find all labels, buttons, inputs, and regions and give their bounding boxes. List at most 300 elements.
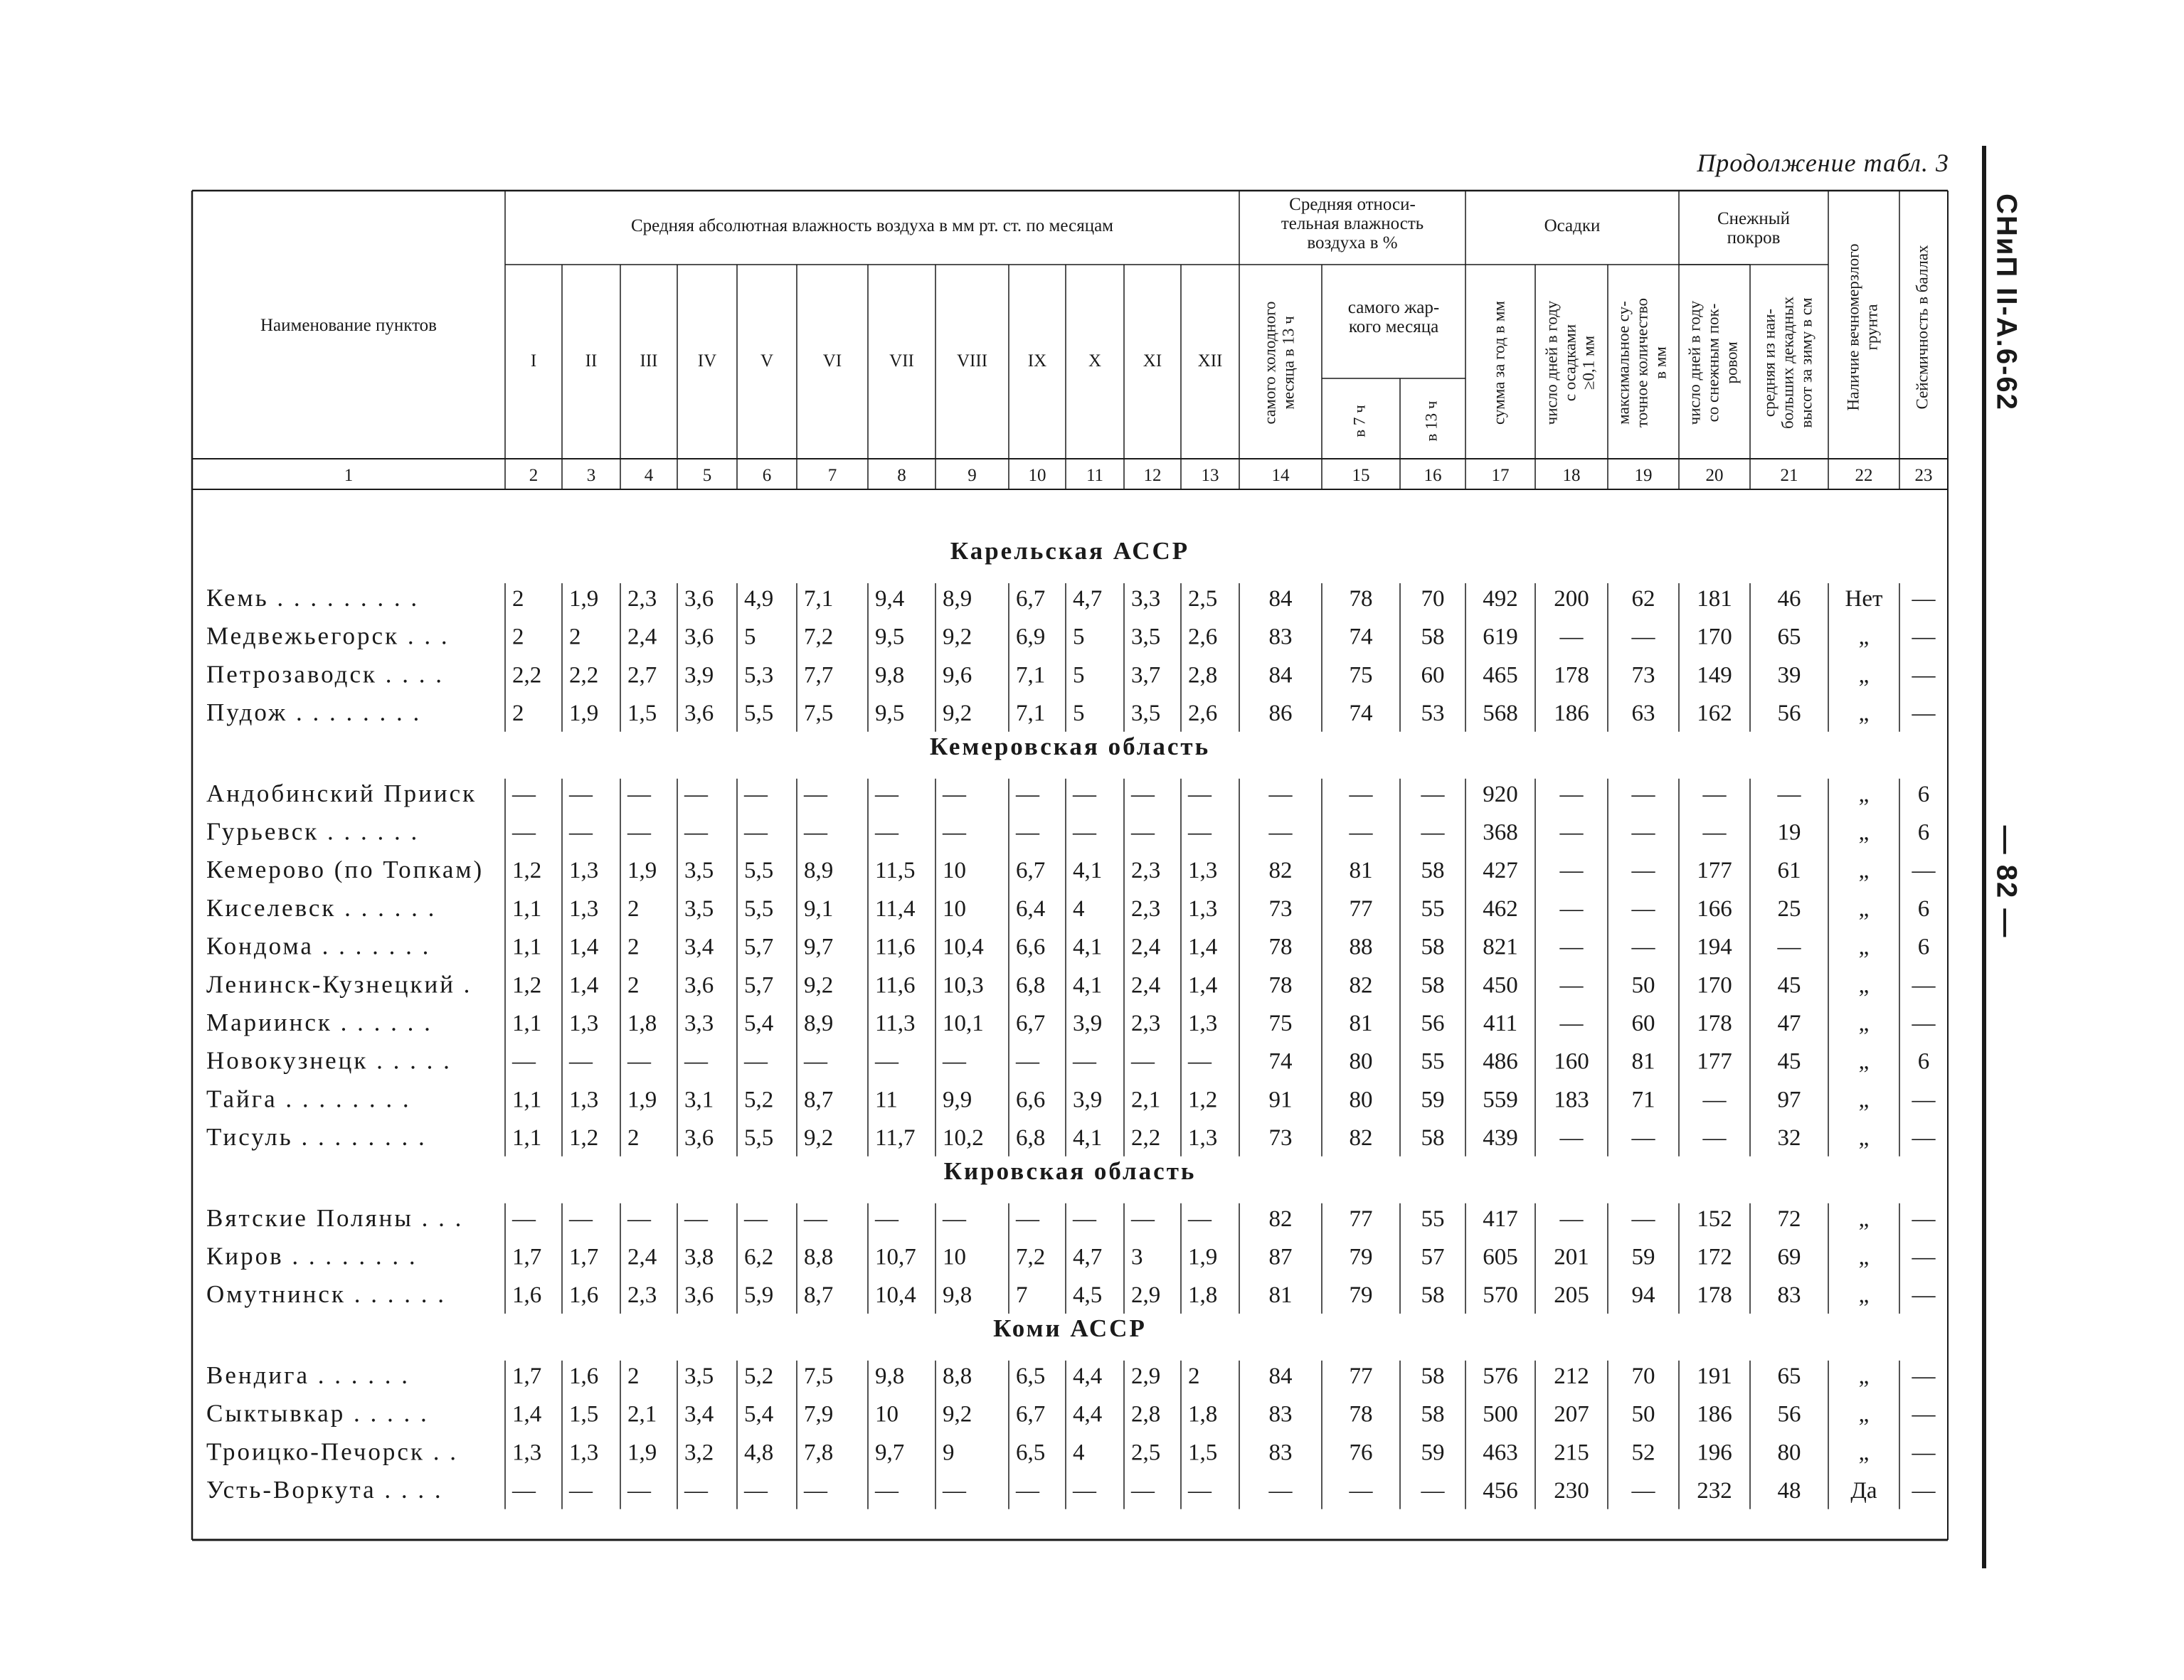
data-cell: 5,2 <box>744 1363 774 1389</box>
data-cell: 10 <box>943 858 966 884</box>
data-cell: — <box>627 1478 651 1504</box>
snow-height-header: высот за зиму в см <box>1797 297 1815 428</box>
data-cell: 2,6 <box>1188 624 1218 650</box>
data-cell: 2,2 <box>512 662 542 689</box>
data-cell: 368 <box>1483 819 1518 846</box>
data-cell: — <box>1421 819 1445 846</box>
data-cell: 207 <box>1554 1401 1589 1428</box>
data-cell: — <box>512 1478 536 1504</box>
data-cell: 70 <box>1631 1363 1655 1389</box>
data-cell: 3,9 <box>1073 1011 1103 1036</box>
data-cell: 74 <box>1268 1048 1293 1075</box>
data-cell: 9,2 <box>943 701 972 727</box>
data-cell: 1,3 <box>512 1440 542 1466</box>
data-cell: 2 <box>512 624 524 650</box>
data-cell: 920 <box>1483 781 1518 807</box>
station-name: Кемь . . . . . . . . . <box>206 584 420 612</box>
snow-height-header: средняя из наи- <box>1760 308 1779 418</box>
snow-cover-group-header: покров <box>1727 228 1781 248</box>
data-cell: 2,8 <box>1131 1401 1161 1428</box>
page-number-text: — 82 — <box>1990 825 2023 939</box>
data-cell: 78 <box>1349 586 1373 612</box>
data-cell: — <box>1188 1478 1212 1504</box>
month-header: I <box>530 351 537 371</box>
data-cell: „ <box>1858 781 1870 807</box>
data-cell: 1,8 <box>1188 1401 1218 1428</box>
data-cell: 1,2 <box>1188 1087 1218 1113</box>
data-cell: 1,5 <box>627 701 657 727</box>
data-cell: 3,3 <box>1131 586 1161 612</box>
data-cell: 79 <box>1349 1282 1373 1309</box>
standard-code-label <box>1985 149 2027 455</box>
data-cell: 1,6 <box>569 1363 599 1389</box>
data-cell: 7,5 <box>804 1363 834 1389</box>
data-cell: 1,9 <box>627 1087 657 1113</box>
month-header: XII <box>1197 351 1223 371</box>
precip-days-header: ≥0,1 мм <box>1579 335 1598 390</box>
data-cell: 80 <box>1349 1087 1373 1113</box>
data-cell: 83 <box>1268 624 1293 650</box>
data-cell: 2 <box>627 934 640 960</box>
table-continuation-caption: Продолжение табл. 3 <box>1697 149 1949 177</box>
data-cell: — <box>1912 1125 1936 1152</box>
data-cell: 10,7 <box>875 1244 916 1270</box>
data-cell: 60 <box>1421 662 1445 689</box>
data-cell: 1,9 <box>1188 1244 1218 1270</box>
column-number: 18 <box>1562 466 1581 485</box>
data-cell: 8,7 <box>804 1282 834 1309</box>
data-cell: — <box>627 1206 651 1232</box>
data-cell: — <box>1702 1125 1727 1152</box>
data-cell: 4,4 <box>1073 1401 1103 1428</box>
data-cell: 5,9 <box>744 1282 774 1309</box>
data-cell: 5,2 <box>744 1087 774 1113</box>
data-cell: 11,6 <box>875 972 916 999</box>
snow-height-header: больших декадных <box>1779 296 1797 430</box>
precip-max-daily-header: максимальное су- <box>1614 301 1633 425</box>
snow-cover-group-header: Снежный <box>1717 209 1790 228</box>
data-cell: 25 <box>1777 895 1801 922</box>
data-cell: 1,1 <box>512 1087 542 1113</box>
data-cell: 465 <box>1483 662 1518 689</box>
data-cell: 619 <box>1483 624 1518 650</box>
seismicity-header: Сейсмичность в баллах <box>1913 245 1931 410</box>
data-cell: Да <box>1850 1478 1877 1504</box>
data-cell: 76 <box>1349 1440 1373 1466</box>
data-cell: — <box>1073 1048 1096 1075</box>
data-cell: 4,1 <box>1073 1125 1103 1152</box>
data-cell: 79 <box>1349 1244 1373 1270</box>
data-cell: 6 <box>1917 895 1930 922</box>
data-cell: — <box>1016 1478 1039 1504</box>
data-cell: 6,8 <box>1016 972 1046 999</box>
data-cell: 65 <box>1777 1363 1801 1389</box>
data-cell: — <box>875 1206 898 1232</box>
name-column-header: Наименование пунктов <box>260 316 437 335</box>
station-name: Андобинский Прииск <box>206 779 477 807</box>
rel-cold-month-header: месяца в 13 ч <box>1279 316 1298 410</box>
data-cell: 7,7 <box>804 662 834 689</box>
rel-hot-13h-header: в 13 ч <box>1422 400 1441 442</box>
station-name: Тисуль . . . . . . . . <box>206 1123 427 1152</box>
precipitation-group-header: Осадки <box>1544 216 1601 235</box>
data-cell: 73 <box>1268 1125 1293 1152</box>
data-cell: 605 <box>1483 1244 1518 1270</box>
data-cell: 5,5 <box>744 858 774 884</box>
data-cell: 9,2 <box>804 972 834 999</box>
data-cell: — <box>1912 1011 1936 1036</box>
data-cell: 87 <box>1268 1244 1293 1270</box>
data-cell: „ <box>1858 934 1870 960</box>
data-cell: 5,7 <box>744 972 774 999</box>
data-cell: 186 <box>1554 701 1589 727</box>
station-name: Вятские Поляны . . . <box>206 1203 464 1232</box>
precip-max-daily-header: в мм <box>1651 346 1670 379</box>
data-cell: 196 <box>1697 1440 1732 1466</box>
snow-days-header: число дней в году <box>1685 300 1704 425</box>
data-cell: 6,2 <box>744 1244 774 1270</box>
data-cell: 58 <box>1421 1282 1445 1309</box>
data-cell: 462 <box>1483 895 1518 922</box>
standard-code-text: СНиП II-А.6-62 <box>1990 193 2023 411</box>
data-cell: 6,5 <box>1016 1440 1046 1466</box>
data-cell: — <box>1073 819 1096 846</box>
data-cell: „ <box>1858 1048 1870 1075</box>
data-cell: 94 <box>1631 1282 1655 1309</box>
data-cell: — <box>1912 1087 1936 1113</box>
data-cell: 32 <box>1777 1125 1801 1152</box>
data-cell: — <box>1131 1478 1155 1504</box>
data-cell: 9,4 <box>875 586 905 612</box>
data-cell: — <box>1131 819 1155 846</box>
data-cell: 492 <box>1483 586 1518 612</box>
data-cell: 215 <box>1554 1440 1589 1466</box>
data-cell: 81 <box>1631 1048 1655 1075</box>
data-cell: 568 <box>1483 701 1518 727</box>
data-cell: 160 <box>1554 1048 1589 1075</box>
data-cell: 9,9 <box>943 1087 972 1113</box>
station-name: Кемерово (по Топкам) <box>206 856 484 884</box>
data-cell: 191 <box>1697 1363 1732 1389</box>
data-cell: 5,7 <box>744 934 774 960</box>
data-cell: 4,9 <box>744 586 774 612</box>
data-cell: 45 <box>1777 972 1801 999</box>
data-cell: 6,7 <box>1016 586 1046 612</box>
data-cell: — <box>512 1048 536 1075</box>
data-cell: — <box>512 1206 536 1232</box>
data-cell: 56 <box>1777 1401 1801 1428</box>
data-cell: 1,4 <box>569 972 599 999</box>
data-cell: 1,7 <box>512 1363 542 1389</box>
permafrost-header: Наличие вечномерзлого <box>1844 243 1862 411</box>
month-header: VII <box>889 351 914 371</box>
data-cell: 4,5 <box>1073 1282 1103 1309</box>
data-cell: „ <box>1858 1282 1870 1309</box>
data-cell: 1,2 <box>569 1125 599 1152</box>
data-cell: 500 <box>1483 1401 1518 1428</box>
data-cell: — <box>1016 819 1039 846</box>
data-cell: 178 <box>1554 662 1589 689</box>
data-cell: 10,2 <box>943 1125 984 1152</box>
data-cell: — <box>684 781 708 807</box>
data-cell: 62 <box>1631 586 1655 612</box>
rel-hot-month-header: кого месяца <box>1348 317 1439 336</box>
data-cell: 7,1 <box>1016 701 1046 727</box>
data-cell: — <box>1421 781 1445 807</box>
data-cell: 82 <box>1349 972 1373 999</box>
data-cell: „ <box>1858 1011 1870 1036</box>
data-cell: 56 <box>1777 701 1801 727</box>
data-cell: 1,3 <box>1188 1125 1218 1152</box>
data-cell: 2,6 <box>1188 701 1218 727</box>
data-cell: — <box>875 819 898 846</box>
data-cell: 1,1 <box>512 895 542 922</box>
data-cell: 82 <box>1349 1125 1373 1152</box>
data-cell: 61 <box>1777 858 1801 884</box>
data-cell: 5 <box>1073 701 1085 727</box>
data-cell: — <box>569 781 593 807</box>
data-cell: 9,5 <box>875 701 905 727</box>
data-cell: 1,3 <box>1188 858 1218 884</box>
data-cell: 2 <box>627 972 640 999</box>
data-cell: — <box>1188 819 1212 846</box>
data-cell: 5 <box>1073 624 1085 650</box>
month-header: VIII <box>956 351 988 371</box>
data-cell: 80 <box>1349 1048 1373 1075</box>
data-cell: 80 <box>1777 1440 1801 1466</box>
data-cell: — <box>1268 781 1293 807</box>
data-cell: 427 <box>1483 858 1518 884</box>
data-cell: 178 <box>1697 1011 1732 1036</box>
data-cell: 63 <box>1631 701 1655 727</box>
data-cell: — <box>804 781 827 807</box>
data-cell: — <box>943 1048 966 1075</box>
data-cell: 97 <box>1777 1087 1801 1113</box>
data-cell: 8,9 <box>943 586 972 612</box>
station-name: Сыктывкар . . . . . <box>206 1399 429 1428</box>
data-cell: 2,3 <box>627 586 657 612</box>
data-cell: 2 <box>627 1363 640 1389</box>
data-cell: — <box>804 1478 827 1504</box>
column-number: 1 <box>344 466 354 485</box>
data-cell: 2,5 <box>1131 1440 1161 1466</box>
data-cell: — <box>1559 1125 1584 1152</box>
data-cell: 9,8 <box>943 1282 972 1309</box>
month-header: X <box>1088 351 1102 371</box>
data-cell: — <box>1912 1282 1936 1309</box>
data-cell: 559 <box>1483 1087 1518 1113</box>
data-cell: 55 <box>1421 1048 1445 1075</box>
station-name: Гурьевск . . . . . . <box>206 817 420 846</box>
data-cell: 170 <box>1697 624 1732 650</box>
data-cell: — <box>569 819 593 846</box>
data-cell: 6,4 <box>1016 895 1046 922</box>
data-cell: 8,8 <box>943 1363 972 1389</box>
data-cell: 2,4 <box>1131 934 1161 960</box>
data-cell: 4,1 <box>1073 934 1103 960</box>
data-cell: 450 <box>1483 972 1518 999</box>
data-cell: 4,7 <box>1073 1244 1103 1270</box>
data-cell: 3,5 <box>684 895 714 922</box>
data-cell: 417 <box>1483 1206 1518 1232</box>
data-cell: — <box>744 781 768 807</box>
data-cell: „ <box>1858 1244 1870 1270</box>
data-cell: 177 <box>1697 1048 1732 1075</box>
data-cell: 86 <box>1268 701 1293 727</box>
data-cell: 11 <box>875 1087 898 1113</box>
data-cell: 3,6 <box>684 1282 714 1309</box>
station-name: Киров . . . . . . . . <box>206 1242 418 1270</box>
data-cell: — <box>684 1206 708 1232</box>
column-number: 17 <box>1491 466 1510 485</box>
data-cell: 1,3 <box>569 895 599 922</box>
data-cell: 411 <box>1483 1011 1518 1036</box>
data-cell: — <box>1268 819 1293 846</box>
station-name: Ленинск-Кузнецкий . <box>206 970 472 999</box>
data-cell: 78 <box>1268 972 1293 999</box>
data-cell: 3,3 <box>684 1011 714 1036</box>
data-cell: — <box>744 1478 768 1504</box>
data-cell: „ <box>1858 1440 1870 1466</box>
data-cell: 91 <box>1268 1087 1293 1113</box>
data-cell: 58 <box>1421 858 1445 884</box>
data-cell: 3,6 <box>684 1125 714 1152</box>
data-cell: 3,6 <box>684 972 714 999</box>
data-cell: — <box>1631 1478 1655 1504</box>
data-cell: 2,1 <box>1131 1087 1161 1113</box>
data-cell: — <box>804 1206 827 1232</box>
data-cell: 3,8 <box>684 1244 714 1270</box>
column-number: 19 <box>1634 466 1653 485</box>
column-number: 4 <box>644 466 654 485</box>
data-cell: 77 <box>1349 1363 1373 1389</box>
data-cell: 84 <box>1268 662 1293 689</box>
data-cell: 6 <box>1917 819 1930 846</box>
column-number: 13 <box>1201 466 1219 485</box>
data-cell: — <box>1131 1048 1155 1075</box>
data-cell: 11,6 <box>875 934 916 960</box>
data-cell: 1,8 <box>627 1011 657 1036</box>
data-cell: 8,9 <box>804 858 834 884</box>
data-cell: — <box>1073 1206 1096 1232</box>
month-header: XI <box>1143 351 1162 371</box>
data-cell: 200 <box>1554 586 1589 612</box>
data-cell: 74 <box>1349 624 1373 650</box>
data-cell: — <box>943 819 966 846</box>
data-cell: 2 <box>627 1125 640 1152</box>
data-cell: — <box>943 781 966 807</box>
data-cell: 58 <box>1421 624 1445 650</box>
data-cell: 576 <box>1483 1363 1518 1389</box>
station-name: Киселевск . . . . . . <box>206 893 437 922</box>
data-cell: 6,8 <box>1016 1125 1046 1152</box>
data-cell: — <box>1912 1206 1936 1232</box>
data-cell: 149 <box>1697 662 1732 689</box>
data-cell: 178 <box>1697 1282 1732 1309</box>
data-cell: 172 <box>1697 1244 1732 1270</box>
data-cell: — <box>1631 1206 1655 1232</box>
data-cell: 821 <box>1483 934 1518 960</box>
data-cell: 1,4 <box>512 1401 542 1428</box>
data-cell: 3,9 <box>1073 1087 1103 1113</box>
column-number: 12 <box>1143 466 1162 485</box>
data-cell: 1,4 <box>1188 934 1218 960</box>
data-cell: 11,4 <box>875 895 916 922</box>
data-cell: 439 <box>1483 1125 1518 1152</box>
column-number: 20 <box>1705 466 1724 485</box>
data-cell: „ <box>1858 662 1870 689</box>
data-cell: 9,8 <box>875 1363 905 1389</box>
data-cell: 7,2 <box>804 624 834 650</box>
data-cell: 7 <box>1016 1282 1028 1309</box>
data-cell: 9,7 <box>875 1440 905 1466</box>
data-cell: — <box>1702 781 1727 807</box>
data-cell: 6,5 <box>1016 1363 1046 1389</box>
data-cell: 8,9 <box>804 1011 834 1036</box>
data-cell: 1,3 <box>569 1440 599 1466</box>
data-cell: — <box>744 1048 768 1075</box>
data-cell: 6,6 <box>1016 934 1046 960</box>
data-cell: 166 <box>1697 895 1732 922</box>
data-cell: — <box>1073 781 1096 807</box>
data-cell: 11,5 <box>875 858 916 884</box>
station-name: Мариинск . . . . . . <box>206 1009 433 1036</box>
station-name: Троицко-Печорск . . <box>206 1437 458 1466</box>
data-cell: „ <box>1858 972 1870 999</box>
data-cell: — <box>1349 1478 1373 1504</box>
data-cell: — <box>804 1048 827 1075</box>
data-cell: — <box>1188 1048 1212 1075</box>
column-number: 9 <box>968 466 977 485</box>
data-cell: — <box>1912 701 1936 727</box>
data-cell: 1,7 <box>512 1244 542 1270</box>
data-cell: 1,9 <box>627 858 657 884</box>
data-cell: 1,4 <box>569 934 599 960</box>
data-cell: 1,6 <box>569 1282 599 1309</box>
data-cell: 3,6 <box>684 701 714 727</box>
data-cell: 75 <box>1349 662 1373 689</box>
data-cell: „ <box>1858 1206 1870 1232</box>
data-cell: 10 <box>943 895 966 922</box>
month-header: III <box>640 351 658 371</box>
column-number: 10 <box>1028 466 1046 485</box>
data-cell: — <box>1702 1087 1727 1113</box>
data-cell: 486 <box>1483 1048 1518 1075</box>
data-cell: 7,5 <box>804 701 834 727</box>
data-cell: — <box>1016 1206 1039 1232</box>
data-cell: 3,2 <box>684 1440 714 1466</box>
data-cell: 2,3 <box>1131 895 1161 922</box>
data-cell: 5,4 <box>744 1401 774 1428</box>
data-cell: 5,5 <box>744 1125 774 1152</box>
data-cell: 77 <box>1349 895 1373 922</box>
data-cell: — <box>875 781 898 807</box>
data-cell: 7,1 <box>1016 662 1046 689</box>
rel-humidity-group-header: воздуха в % <box>1307 233 1398 252</box>
data-cell: 84 <box>1268 1363 1293 1389</box>
column-number: 23 <box>1914 466 1933 485</box>
data-cell: 83 <box>1777 1282 1801 1309</box>
data-cell: 4,1 <box>1073 858 1103 884</box>
data-cell: — <box>1131 781 1155 807</box>
data-cell: 4,8 <box>744 1440 774 1466</box>
data-cell: 47 <box>1777 1011 1801 1036</box>
data-cell: — <box>512 781 536 807</box>
data-cell: 55 <box>1421 895 1445 922</box>
data-cell: 81 <box>1268 1282 1293 1309</box>
data-cell: — <box>1631 895 1655 922</box>
data-cell: 9,2 <box>804 1125 834 1152</box>
